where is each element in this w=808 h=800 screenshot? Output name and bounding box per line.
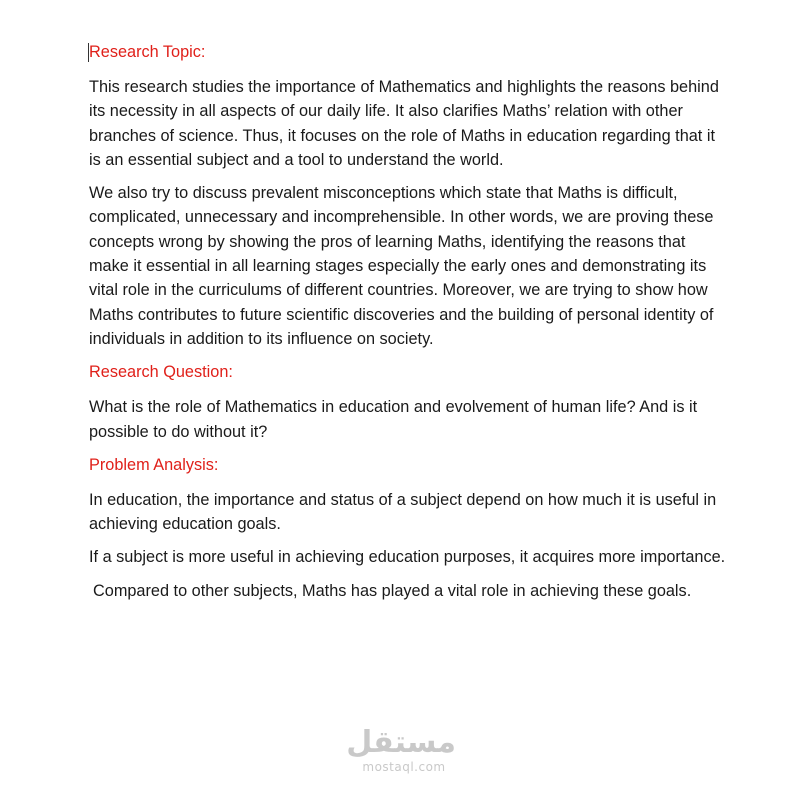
text-cursor: [88, 43, 89, 62]
watermark-latin: mostaql.com: [362, 760, 446, 774]
paragraph: This research studies the importance of Mathematics and highlights the reasons behind its necessity in all aspects of our daily life. It also clarifies Maths’ relation with other branches of science. Thus, it focuses on the role of Maths in education regarding that it is an essential subject and a tool to understand the world.: [89, 78, 719, 169]
watermark-logo: [346, 725, 456, 774]
watermark-arabic: مستقل: [346, 725, 456, 760]
paragraph: What is the role of Mathematics in education and evolvement of human life? And is it possible to do without it?: [89, 398, 698, 441]
paragraph: If a subject is more useful in achieving education purposes, it acquires more importance.: [89, 548, 726, 567]
heading-text: Research Topic:: [89, 43, 206, 61]
section-heading-research-topic: [89, 40, 729, 65]
paragraph: Compared to other subjects, Maths has played a vital role in achieving these goals.: [93, 581, 692, 600]
section-heading-problem-analysis: Problem Analysis:: [89, 455, 219, 474]
document-body: [89, 40, 729, 612]
paragraph: We also try to discuss prevalent misconceptions which state that Maths is difficult, complicated, unnecessary and incomprehensible. In other words, we are proving these concepts wrong by showing the pros of learning Maths, identifying the reasons that make it essential in all learning stages especially the early ones and demonstrating its vital role in the curriculums of different countries. Moreover, we are trying to show how Maths contributes to future scientific discoveries and the building of personal identity of individuals in addition to its influence on society.: [89, 184, 714, 348]
paragraph: In education, the importance and status of a subject depend on how much it is useful in achieving education goals.: [89, 490, 717, 534]
section-heading-research-question: Research Question:: [89, 363, 233, 382]
